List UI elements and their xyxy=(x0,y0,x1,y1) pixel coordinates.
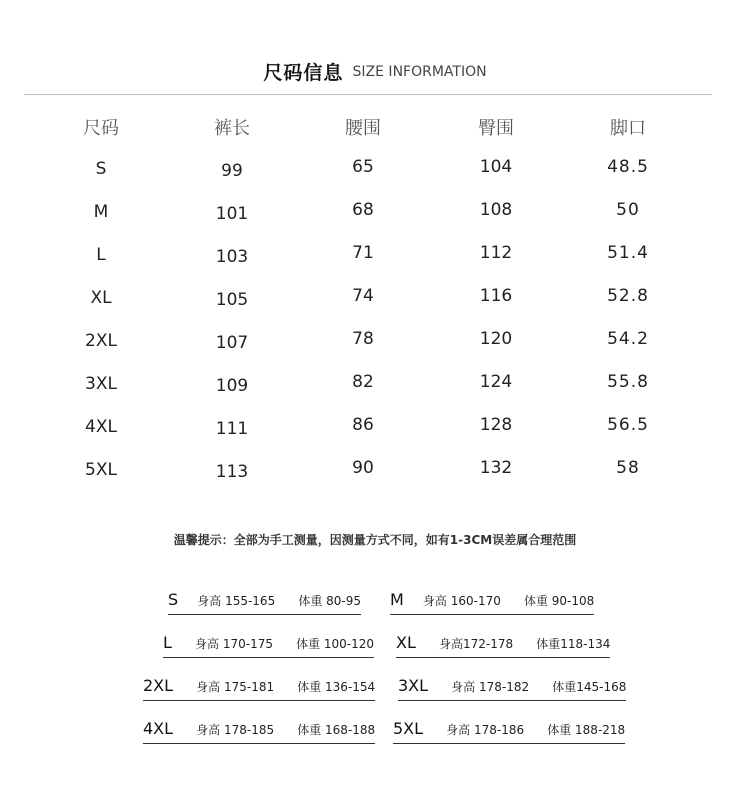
title-cn: 尺码信息 xyxy=(263,62,344,84)
header-hip: 臀围 xyxy=(478,118,514,139)
cell-hem: 52.8 xyxy=(607,286,649,306)
guide-item-3xl xyxy=(398,676,626,701)
cell-length: 99 xyxy=(221,161,243,181)
guide-row xyxy=(0,590,750,618)
cell-hem: 56.5 xyxy=(607,415,649,435)
cell-waist: 86 xyxy=(352,415,374,435)
guide-size: 4XL xyxy=(143,719,174,738)
guide-row xyxy=(0,676,750,704)
cell-size: S xyxy=(95,159,107,179)
header-waist: 腰围 xyxy=(345,118,381,139)
guide-height: 身高 178-182 xyxy=(451,680,530,694)
cell-hem: 51.4 xyxy=(607,243,649,263)
cell-waist: 82 xyxy=(352,372,374,392)
guide-row xyxy=(0,719,750,747)
guide-size: S xyxy=(168,590,179,609)
guide-height: 身高 178-186 xyxy=(446,723,525,737)
guide-weight: 体重 100-120 xyxy=(296,637,375,651)
cell-hip: 120 xyxy=(479,329,513,349)
guide-item-5xl xyxy=(393,719,625,744)
cell-hip: 132 xyxy=(479,458,513,478)
guide-weight: 体重118-134 xyxy=(536,637,611,651)
title-divider xyxy=(24,94,712,95)
guide-item-2xl xyxy=(143,676,375,701)
guide-row xyxy=(0,633,750,661)
guide-item-4xl xyxy=(143,719,375,744)
header-hem: 脚口 xyxy=(610,118,646,139)
table-header xyxy=(0,110,750,153)
guide-height: 身高 170-175 xyxy=(195,637,273,651)
guide-item-l xyxy=(163,633,374,658)
guide-size: 3XL xyxy=(398,676,429,695)
cell-size: M xyxy=(93,202,109,222)
guide-size: 2XL xyxy=(143,676,174,695)
guide-item-xl xyxy=(396,633,610,658)
cell-waist: 71 xyxy=(352,243,374,263)
table-row xyxy=(0,153,750,196)
cell-hip: 124 xyxy=(479,372,513,392)
cell-hem: 55.8 xyxy=(607,372,649,392)
table-row xyxy=(0,282,750,325)
guide-weight: 体重 136-154 xyxy=(297,680,376,694)
header-size: 尺码 xyxy=(83,118,119,139)
cell-hem: 50 xyxy=(616,200,640,220)
cell-size: 5XL xyxy=(85,460,117,480)
cell-hip: 128 xyxy=(479,415,513,435)
guide-weight: 体重 80-95 xyxy=(298,594,361,608)
cell-hip: 116 xyxy=(479,286,513,306)
measurement-tip: 温馨提示：全部为手工测量，因测量方式不同，如有1-3CM误差属合理范围 xyxy=(173,533,577,547)
cell-size: 4XL xyxy=(85,417,117,437)
cell-length: 113 xyxy=(215,462,249,482)
cell-hem: 58 xyxy=(616,458,640,478)
guide-height: 身高 178-185 xyxy=(196,723,275,737)
table-row xyxy=(0,325,750,368)
cell-length: 101 xyxy=(215,204,249,224)
table-row xyxy=(0,196,750,239)
guide-weight: 体重 188-218 xyxy=(547,723,626,737)
cell-size: XL xyxy=(90,288,112,308)
cell-size: 3XL xyxy=(85,374,117,394)
guide-height: 身高 155-165 xyxy=(197,594,276,608)
cell-length: 103 xyxy=(215,247,249,267)
guide-item-s xyxy=(168,590,361,615)
guide-height: 身高 160-170 xyxy=(422,594,501,608)
guide-height: 身高172-178 xyxy=(438,637,514,651)
guide-size: M xyxy=(390,590,404,609)
cell-length: 107 xyxy=(215,333,249,353)
guide-size: 5XL xyxy=(393,719,424,738)
cell-hem: 48.5 xyxy=(607,157,649,177)
cell-waist: 68 xyxy=(352,200,374,220)
size-table xyxy=(0,110,750,497)
cell-length: 105 xyxy=(215,290,249,310)
cell-hip: 104 xyxy=(479,157,513,177)
guide-item-m xyxy=(390,590,594,615)
title-en: SIZE INFORMATION xyxy=(352,63,487,80)
guide-weight: 体重145-168 xyxy=(552,680,627,694)
cell-waist: 65 xyxy=(352,157,374,177)
cell-size: L xyxy=(96,245,106,265)
page-title xyxy=(0,58,750,85)
table-row xyxy=(0,454,750,497)
cell-waist: 74 xyxy=(352,286,374,306)
table-row xyxy=(0,239,750,282)
cell-hem: 54.2 xyxy=(607,329,649,349)
guide-height: 身高 175-181 xyxy=(196,680,275,694)
cell-hip: 112 xyxy=(479,243,513,263)
guide-size: L xyxy=(163,633,172,652)
cell-length: 111 xyxy=(215,419,249,439)
guide-weight: 体重 168-188 xyxy=(297,723,376,737)
cell-waist: 90 xyxy=(352,458,374,478)
cell-size: 2XL xyxy=(85,331,117,351)
cell-waist: 78 xyxy=(352,329,374,349)
table-row xyxy=(0,411,750,454)
cell-hip: 108 xyxy=(479,200,513,220)
guide-weight: 体重 90-108 xyxy=(523,594,595,608)
table-row xyxy=(0,368,750,411)
cell-length: 109 xyxy=(215,376,249,396)
header-length: 裤长 xyxy=(214,118,250,139)
guide-size: XL xyxy=(396,633,416,652)
